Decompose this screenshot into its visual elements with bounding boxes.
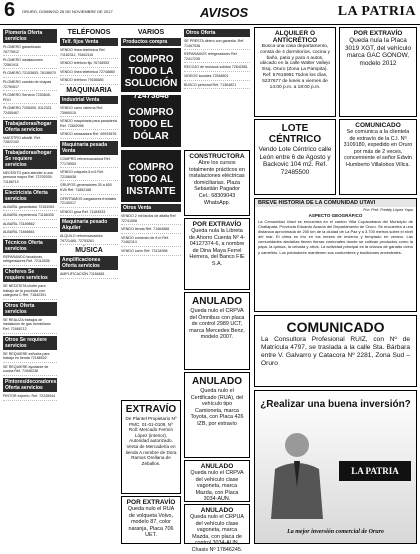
classified-column-4	[184, 27, 250, 147]
category-heading: Electricista Oferta servicios	[3, 189, 57, 203]
ad-title: COMUNICADO	[355, 122, 401, 129]
classified-ad: SE REQUIERE señorita para trabajo en tienda 72186532	[3, 352, 57, 363]
section-title: AVISOS	[200, 5, 249, 20]
ad-comunicado-ci	[339, 119, 417, 195]
classified-ad: ALBAÑIL experiencia 71166435	[3, 213, 57, 220]
ad-body: Queda nulo el CRPVA del vehículo clase vagoneta, marca Mazda, con Placa 3034-AUN.	[190, 470, 244, 503]
ad-alquiler	[254, 27, 336, 117]
category-heading: Industrial Venta	[60, 96, 118, 104]
classified-ad: ALQUILO retroexcavadora 79721465, 72753261	[60, 234, 118, 245]
article-breve-historia	[254, 198, 417, 312]
ad-body: De Plantel Propietario Nº PMC. 01-01-0109, Nº Roll: Mercado Fermín López (interior), Autoridad autorizado. Venta de Mercadería en tienda A nombre de Dora Ramos Orellana de Zeballos.	[125, 416, 177, 466]
category-heading: Trabajadoras/hogar Se requiere servicios	[3, 149, 57, 169]
classified-ad: VENDO volqueta 8 m3 Ref. 72156638	[60, 170, 118, 181]
classified-column-1	[3, 27, 57, 544]
ad-extravio-libreta	[184, 218, 250, 290]
ad-body: Abre los cursos totalmente prácticos en instalaciones eléctricas domiciliarias. Plaza Sebastián Pagador Cel.: 68309043 WhatsApp.	[189, 160, 245, 206]
classified-ad: AMPLIFICACIÓN 71184681	[60, 272, 118, 279]
ad-comunicado-consultora	[254, 315, 417, 387]
classified-ad: VENDO maquinaria para panadería Ref. 72842096	[60, 119, 118, 130]
promo-slogan: La mejor inversión comercial de Oruro	[287, 529, 384, 535]
ad-body: Queda nulo el RUA de volqueta Volvo, modelo 87, color naranja, Placa 706 UET.	[127, 506, 175, 539]
category-heading: Pintores/decoradores Oferta servicios	[5, 379, 57, 391]
category-heading: Maquinaria pesado Alquiler	[60, 218, 118, 232]
ad-body: Queda nulo el Certificado (RUA), del vehículo tipo Camioneta, marca Toyota, con Placa 426 IZB, por extravío	[190, 388, 244, 427]
ad-list	[3, 45, 57, 118]
classified-ad: VENDO carro Ref. 73134958	[121, 249, 181, 256]
classified-ad: ALBAÑIL 73189862	[3, 222, 57, 229]
ad-title: ALQUILER O ANTICRÉTICO	[272, 30, 318, 44]
promo-headline: ¿Realizar una buena inversión?	[260, 399, 411, 410]
classified-ad: BUSCO personal Ref. 71364821	[184, 83, 250, 90]
classified-ad: VENDO grúa Ref. 71184533	[60, 210, 118, 217]
category-heading: Amplificaciones Oferta servicios	[60, 256, 118, 270]
classified-ad: SE PRESTA dinero con garantía. Ref. 71467538	[184, 39, 250, 50]
category-heading: Telf. fijos Venta	[60, 38, 118, 46]
classified-ad: PLOMERO 7208400, 5112321 72455467	[3, 106, 57, 117]
ad-title: ANULADO	[192, 296, 242, 307]
ad-title: ANULADO	[200, 507, 234, 514]
classified-ad: VENDO teléfono 79156685	[60, 78, 118, 85]
classified-ad: REPARAMOS refrigeradores Ref. 72417235	[184, 52, 250, 63]
classified-ad: VENDO línea telefónica 72748860	[60, 70, 118, 77]
ad-title: LOTE CÉNTRICO	[268, 123, 322, 145]
classified-ad: REPARANDO lavadoras, refrigeradores Ref. 72114536	[3, 255, 57, 266]
ad-body: La Consultora Profesional RUIZ, con Nº de Matrícula 4797, se traslada a la calle Sta. Bárbara entre V. Galvarro y Catacora Nº 2281, Zona Sud – Oruro	[261, 336, 410, 367]
ad-body: Queda nulo el CRPVA del Ómnibus con placa de control 2989 UCT, marca Mercedes Benz, modelo 2007.	[189, 308, 245, 341]
section-heading: MAQUINARIA	[66, 86, 112, 94]
classified-ad: GRUPOS generadores 30 a 600 KVA Ref. 71852166	[60, 183, 118, 194]
category-heading: Choferes Se requiere servicios	[3, 268, 57, 282]
newspaper-logo: LA PATRIA	[337, 4, 416, 19]
ad-title: ANULADO	[192, 376, 242, 387]
classified-ad: VENDO 2 mil fardos de alfalfa Ref. 72741598	[121, 214, 181, 225]
classified-ad: COMPRO retroexcavadora Ref. 77178953	[60, 157, 118, 168]
category-heading: Productos compra	[121, 38, 181, 46]
ad-extravio-plantel	[121, 400, 181, 494]
ad-body: Busca una casa departamento, consta de 4 dormitorios, cocina y baño, patio y para 4 autos, ubicado en la calle Walter Vallejo Esq. Oruro (Zona La Pampita). Ref: 67616991 Todos los días, 5237677 de lunes a viernes de 14:00 p.m. a 18:00 p.m.	[259, 44, 331, 90]
classified-ad: VENDO línea telefónica Ref. 71162311, 76462116	[60, 48, 118, 59]
article-author: Por: Prof. Freddy López Yapu	[363, 208, 413, 212]
category-heading: Otros Oferta servicios	[3, 302, 57, 316]
ad-title: POR EXTRAVÍO	[192, 221, 242, 228]
classified-ad: VENDO tienda Ref. 71464568	[121, 227, 181, 234]
category-heading: Otros Venta	[121, 204, 181, 212]
article-title: BREVE HISTORIA DE LA COMUNIDAD UTAVI	[255, 199, 416, 207]
page-header	[0, 0, 420, 25]
ad-title: CONSTRUCTORA	[189, 153, 245, 160]
classified-ad: PLOMERO Servicio 7253845-PDO	[3, 93, 57, 104]
ad-body: Se comunica a la clientela de extravío de la C.I. Nº 3109180, expedido en Oruro por más de 2 veces, concerniente el señor Edwin Humberto Villalobos Villca.	[343, 129, 413, 168]
classified-ad: PLOMERO cambio de chapas 72750617	[3, 80, 57, 91]
classified-ad: MAESTRO albañil. Ref. 72822192	[3, 136, 57, 147]
classified-ad: PLOMERO garantizado 76775912	[3, 45, 57, 56]
ad-anulado-rua	[184, 372, 250, 458]
page-date: ORURO, DOMINGO 26 DE NOVIEMBRE DE 2017	[22, 9, 113, 14]
classified-ad: ALBAÑIL garantizado 72181063	[3, 205, 57, 212]
section-heading: MÚSICA	[75, 247, 103, 255]
ad-body: Queda nulo el CRPUA del vehículo clase vagoneta, marca Mazda, con placa de control 3034-AUN, Chasis Nº 17846245.	[190, 514, 244, 553]
classified-ad: PLOMERO 72153653, 76158970	[3, 71, 57, 78]
category-heading: Otros Se requiere servicios	[3, 336, 57, 350]
category-heading: Técnicos Oferta servicios	[3, 239, 57, 253]
classified-ad: RECOJO de residuos sólidos 72842561	[184, 65, 250, 72]
businessman-photo-icon	[267, 427, 327, 519]
display-ad-compro-todo: COMPRO TODO LA SOLUCIÓN 72473848	[121, 48, 181, 92]
section-heading: VARIOS	[137, 29, 165, 36]
classified-ad: VIDEOS sociales 72548601	[184, 74, 250, 81]
section-heading: TELÉFONOS	[67, 29, 111, 36]
ad-title: POR EXTRAVÍO	[353, 30, 403, 37]
ad-extravio-rua-volqueta	[121, 496, 181, 544]
category-heading: Maquinaria pesada Venta	[60, 141, 118, 155]
promo-brand-logo: LA PATRIA	[339, 461, 411, 481]
ad-lote	[254, 119, 336, 195]
ad-title: COMUNICADO	[286, 319, 385, 335]
ad-body: Vendo Lote Céntrico calle León entre 6 de Agosto y Backovic 104 m2. Ref. 72485500	[258, 146, 332, 176]
classified-ad: VENDO carro cisterna Ref. 73960015	[60, 106, 118, 117]
ad-body: Queda nula la Placa 3019 XGT, del vehículo marca GAC GONOW, modelo 2012	[344, 37, 412, 67]
classified-ad: VENDO teléfono fijo 76746953	[60, 61, 118, 68]
classified-ad: SE REALIZA trabajos de instalación de gas domiciliario Ref. 72468712	[3, 318, 57, 334]
ad-title: EXTRAVÍO	[125, 404, 177, 415]
classified-ad: ALBAÑIL 71846661	[3, 230, 57, 237]
ad-constructora	[184, 150, 250, 216]
classified-ad: OFERTAMOS cargadores frontales 72140017	[60, 197, 118, 208]
ad-extravio-placa	[339, 27, 417, 117]
classified-ad: PINTOR experto. Ref. 72245944	[3, 394, 57, 401]
classified-ad: PLOMERO instalaciones 72561911	[3, 58, 57, 69]
classified-column-2	[60, 27, 118, 544]
article-subtitle: ASPECTO GEOGRÁFICO	[308, 213, 363, 218]
ad-title: POR EXTRAVÍO	[126, 499, 176, 506]
ad-title: ANULADO	[200, 463, 234, 470]
promo-la-patria	[254, 390, 417, 544]
ad-anulado-crpva	[184, 292, 250, 370]
display-ad-compro-dolar: COMPRO TODO EL DÓLAR	[121, 95, 181, 147]
classified-ad: NECESITO para atender a una persona mayor Ref. 72792939, 71166710	[3, 171, 57, 187]
category-heading: Plomería Oferta servicios	[3, 29, 57, 43]
page-number: 6	[4, 0, 16, 21]
classified-ad: SE REQUIERE ayudante de cocina Ref. 71546238	[3, 365, 57, 376]
ad-anulado-crpua	[184, 504, 250, 553]
display-ad-compro-instante: COMPRO TODO AL INSTANTE	[121, 150, 181, 202]
classified-ad: SE NECESITA chofer para trabajo de la provincia con categoría C Ref. 71842391	[3, 284, 57, 300]
classified-ad: VENDO amasadora Ref. 69933876	[60, 132, 118, 139]
ad-anulado-crpva-vagoneta	[184, 460, 250, 502]
category-heading: Otros Oferta	[184, 29, 250, 37]
article-body: La Comunidad Utavi se encuentra en el cantón Villa Copacabana del Municipio de Challapata, Provincia Eduardo Avaroa del Departamento de Oruro. Se encuentra a una distancia aproximada de 200 km de la ciudad de La Paz y a 3.700 metros sobre el nivel del mar. El clima es frío en los meses de invierno y templado en verano. Las comunidades aledañas tienen tierras comunales donde se cultivan productos como la papa, la quinua, la cebada y otros. La actividad principal es la crianza de ganado ovino y camélido. Los pobladores mantienen sus costumbres y tradiciones ancestrales.	[258, 219, 413, 255]
category-heading: Trabajadoras/hogar Oferta servicios	[3, 120, 57, 134]
classified-ad: VENDO comercio de 8 m Ref. 71462114	[121, 236, 181, 247]
ad-body: Queda nula la Libreta de Ahorro Cuenta Nº 4-04127374-6, a nombre de Dina Maya Ferrel Herrera, del Banco FIE S.A.	[189, 228, 245, 267]
